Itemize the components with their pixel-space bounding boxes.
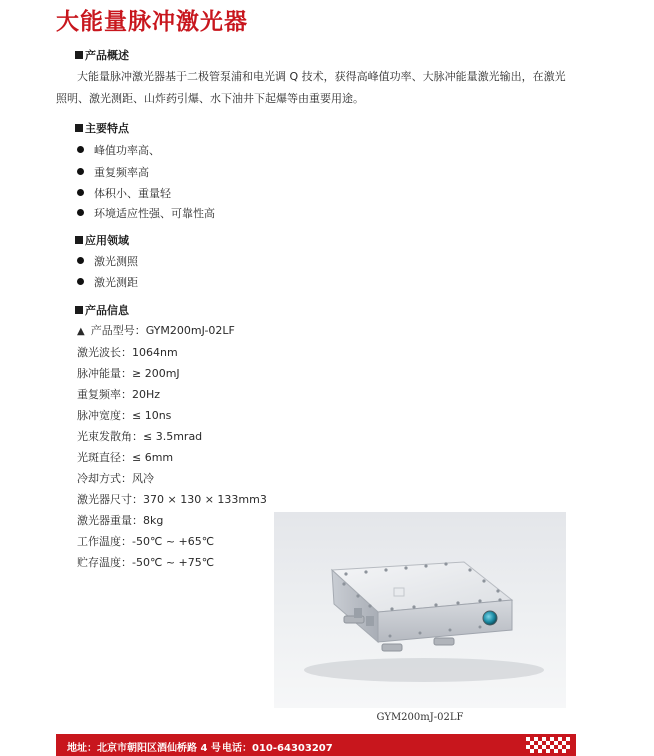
product-info-heading bbox=[75, 302, 129, 318]
applications-heading bbox=[75, 232, 129, 248]
spec-item: 重复频率：20Hz bbox=[77, 388, 161, 401]
square-bullet-icon bbox=[75, 306, 83, 314]
application-item-text: 激光测照 bbox=[94, 255, 138, 268]
features-heading bbox=[75, 120, 129, 136]
laser-device-illustration bbox=[274, 512, 566, 708]
triangle-marker-icon: ▲ bbox=[77, 326, 85, 337]
spec-item: 光斑直径：≤ 6mm bbox=[77, 451, 174, 464]
overview-heading bbox=[75, 47, 129, 63]
feature-item-text: 重复频率高 bbox=[94, 166, 149, 179]
spec-item: 激光器尺寸：370 × 130 × 133mm3 bbox=[77, 493, 267, 506]
page-title: 大能量脉冲激光器 bbox=[56, 9, 248, 35]
company-logo-icon bbox=[524, 735, 572, 755]
applications-heading-text: 应用领域 bbox=[85, 234, 129, 247]
spec-item: 贮存温度：-50℃ ~ +75℃ bbox=[77, 556, 215, 569]
footer-phone: 电话：010-64303207 bbox=[222, 743, 333, 754]
product-photo bbox=[274, 512, 566, 708]
product-model bbox=[77, 322, 235, 338]
footer-bar bbox=[56, 734, 576, 756]
feature-item bbox=[77, 164, 149, 180]
product-info-heading-text: 产品信息 bbox=[85, 304, 129, 317]
bullet-dot-icon bbox=[77, 257, 84, 264]
bullet-dot-icon bbox=[77, 189, 84, 196]
feature-item-text: 峰值功率高、 bbox=[94, 144, 160, 157]
spec-item: 脉冲能量：≥ 200mJ bbox=[77, 367, 180, 380]
bullet-dot-icon bbox=[77, 168, 84, 175]
footer-address: 地址：北京市朝阳区酒仙桥路 4 号 bbox=[67, 743, 221, 754]
bullet-dot-icon bbox=[77, 209, 84, 216]
feature-item bbox=[77, 142, 160, 158]
features-heading-text: 主要特点 bbox=[85, 122, 129, 135]
spec-item: 光束发散角：≤ 3.5mrad bbox=[77, 430, 203, 443]
square-bullet-icon bbox=[75, 236, 83, 244]
feature-item-text: 体积小、重量轻 bbox=[94, 187, 171, 200]
overview-paragraph: 大能量脉冲激光器基于二极管泵浦和电光调 Q 技术，获得高峰值功率、大脉冲能量激光输出，在激光照明、激光测距、山炸药引爆、水下油井下起爆等由重要用途。 bbox=[56, 70, 566, 105]
square-bullet-icon bbox=[75, 51, 83, 59]
bullet-dot-icon bbox=[77, 146, 84, 153]
spec-item: 激光器重量：8kg bbox=[77, 514, 164, 527]
product-model-text: 产品型号：GYM200mJ-02LF bbox=[90, 324, 235, 337]
square-bullet-icon bbox=[75, 124, 83, 132]
feature-item bbox=[77, 205, 215, 221]
spec-item: 工作温度：-50℃ ~ +65℃ bbox=[77, 535, 215, 548]
application-item bbox=[77, 274, 138, 290]
application-item-text: 激光测距 bbox=[94, 276, 138, 289]
bullet-dot-icon bbox=[77, 278, 84, 285]
spec-item: 冷却方式：风冷 bbox=[77, 472, 154, 485]
feature-item-text: 环境适应性强、可靠性高 bbox=[94, 207, 215, 220]
photo-caption: GYM200mJ-02LF bbox=[376, 712, 464, 723]
feature-item bbox=[77, 185, 171, 201]
overview-heading-text: 产品概述 bbox=[85, 49, 129, 62]
spec-item: 脉冲宽度：≤ 10ns bbox=[77, 409, 172, 422]
spec-item: 激光波长：1064nm bbox=[77, 346, 178, 359]
application-item bbox=[77, 253, 138, 269]
